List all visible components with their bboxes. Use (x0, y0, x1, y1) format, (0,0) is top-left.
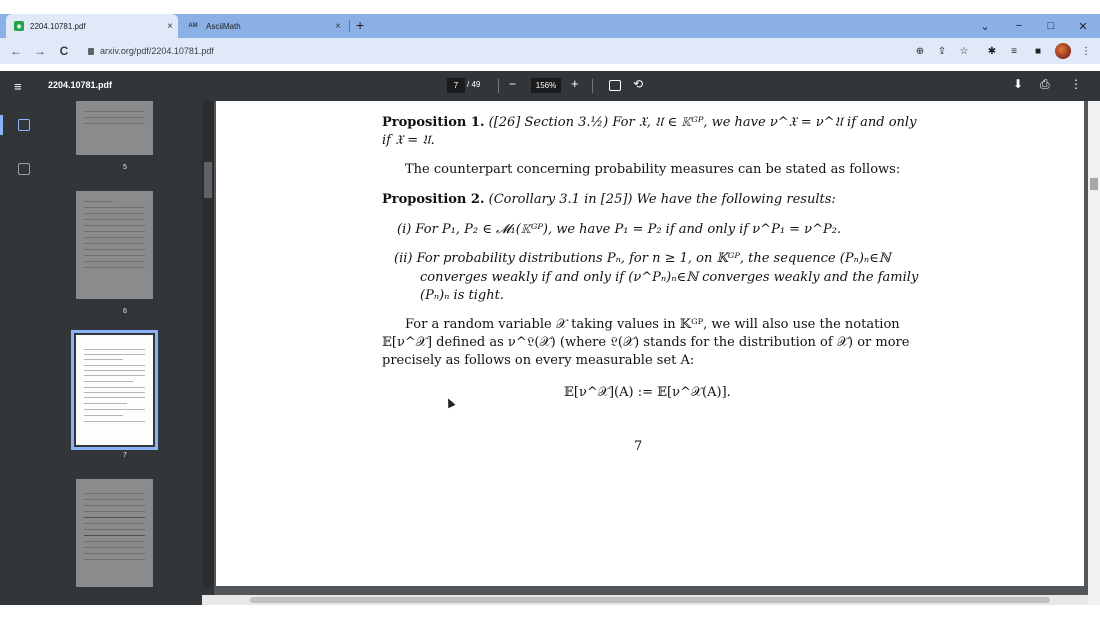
side-panel-icon[interactable]: ■ (1034, 45, 1042, 57)
document-scroll-thumb[interactable] (1090, 178, 1098, 190)
prop1-statement: ([26] Section 3.½) For 𝔛, 𝔘 ∈ 𝕂ᴳᴾ, we have ν^𝔛 = ν^𝔘 if and only (488, 115, 917, 130)
proposition-2 (382, 192, 836, 207)
fit-to-page-icon[interactable] (609, 80, 621, 91)
download-icon[interactable]: ⬇ (1013, 77, 1024, 91)
pdf-favicon-icon: ◉ (14, 21, 24, 31)
thumbnail-page-6[interactable] (76, 191, 153, 299)
print-icon[interactable]: ⎙ (1040, 77, 1050, 91)
page-number-input[interactable]: 7 (447, 78, 465, 93)
toolbar-divider (498, 79, 499, 93)
minimize-button[interactable]: − (1015, 20, 1023, 32)
prop2-heading: Proposition 2. (382, 192, 485, 207)
thumbnail-label: 6 (123, 308, 127, 315)
counterpart-sentence: The counterpart concerning probability measures can be stated as follows: (405, 162, 901, 177)
tab-asciimath[interactable] (180, 14, 346, 38)
prop1-heading: Proposition 1. (382, 115, 485, 130)
thumbnails-icon[interactable] (18, 119, 30, 131)
tab-search-chevron-icon[interactable]: ⌄ (980, 20, 990, 33)
prop2-item-ii-cont: (Pₙ)ₙ is tight. (420, 288, 504, 303)
tab-close-icon[interactable]: × (335, 20, 341, 32)
share-icon[interactable]: ⇪ (937, 45, 947, 57)
proposition-1 (382, 115, 916, 130)
display-equation: 𝔼[ν^𝒳](A) := 𝔼[ν^𝒳(A)]. (564, 385, 731, 400)
extensions-puzzle-icon[interactable]: ✱ (987, 45, 997, 57)
tab-strip (0, 14, 1100, 38)
page-total: / 49 (467, 80, 481, 89)
prop2-statement: (Corollary 3.1 in [25]) We have the following results: (488, 192, 836, 207)
page-number: 7 (634, 439, 643, 454)
prop2-item-i: (i) For P₁, P₂ ∈ 𝓜₁(𝕂ᴳᴾ), we have P₁ = P₂ if and only if ν^P₁ = ν^P₂. (397, 222, 842, 237)
prop2-item-ii-cont: converges weakly if and only if (ν^Pₙ)ₙ∈ℕ converges weakly and the family (420, 270, 919, 285)
sidebar-bottom (0, 587, 214, 605)
sidebar-menu-icon[interactable]: ≡ (14, 79, 22, 94)
paragraph-line: 𝔼[ν^𝒳] defined as ν^𝔏(𝒳) (where 𝔏(𝒳) stands for the distribution of 𝒳) or more (382, 335, 910, 350)
asciimath-favicon-icon: AM (188, 23, 198, 29)
thumbnail-scroll-thumb[interactable] (204, 162, 212, 198)
prop2-item-ii: (ii) For probability distributions Pₙ, for n ≥ 1, on 𝕂ᴳᴾ, the sequence (Pₙ)ₙ∈ℕ (394, 251, 891, 266)
document-vertical-scrollbar[interactable] (1088, 101, 1100, 605)
lock-icon (88, 48, 94, 55)
forward-button[interactable]: → (34, 44, 46, 58)
zoom-lens-icon[interactable]: ⊕ (915, 45, 925, 57)
horizontal-scroll-thumb[interactable] (250, 597, 1050, 603)
tab-title: 2204.10781.pdf (30, 21, 86, 31)
url-text: arxiv.org/pdf/2204.10781.pdf (100, 46, 214, 56)
sidebar-rail (0, 101, 48, 605)
pdf-filename: 2204.10781.pdf (48, 80, 113, 90)
outline-icon[interactable] (18, 163, 30, 175)
tab-close-icon[interactable]: × (167, 20, 173, 32)
close-window-button[interactable]: ✕ (1078, 20, 1088, 33)
browser-menu-icon[interactable]: ⋮ (1081, 45, 1091, 57)
bookmark-star-icon[interactable]: ☆ (959, 45, 969, 57)
paragraph-line: For a random variable 𝒳 taking values in 𝕂ᴳᴾ, we will also use the notation (405, 317, 900, 332)
address-bar[interactable] (80, 41, 980, 61)
thumbnail-label: 5 (123, 164, 127, 171)
thumbnail-page-7[interactable] (76, 335, 153, 445)
zoom-level-input[interactable]: 156% (531, 78, 561, 93)
maximize-button[interactable]: □ (1047, 20, 1055, 32)
thumbnail-page-8[interactable] (76, 479, 153, 589)
reading-list-icon[interactable]: ≡ (1011, 45, 1017, 57)
tab-pdf[interactable] (6, 14, 178, 38)
pdf-toolbar (0, 71, 1100, 101)
thumbnail-page-5[interactable] (76, 101, 153, 155)
document-viewport-bottom (214, 586, 1090, 595)
profile-avatar[interactable] (1055, 43, 1071, 59)
zoom-in-button[interactable]: + (571, 76, 579, 91)
thumbnail-label: 7 (123, 452, 127, 459)
rotate-icon[interactable]: ⟲ (633, 77, 644, 91)
more-actions-icon[interactable]: ⋮ (1070, 77, 1082, 91)
tab-title: AsciiMath (206, 21, 241, 31)
toolbar-divider (592, 79, 593, 93)
zoom-out-button[interactable]: − (509, 77, 517, 91)
thumbnail-panel (48, 101, 202, 605)
prop1-statement-cont: if 𝔛 = 𝔘. (382, 133, 435, 148)
tab-divider (349, 20, 350, 32)
back-button[interactable]: ← (10, 44, 22, 58)
new-tab-button[interactable]: + (356, 17, 365, 33)
active-indicator (0, 115, 3, 135)
paragraph-line: precisely as follows on every measurable set A: (382, 353, 695, 368)
reload-button[interactable]: C (59, 44, 69, 58)
